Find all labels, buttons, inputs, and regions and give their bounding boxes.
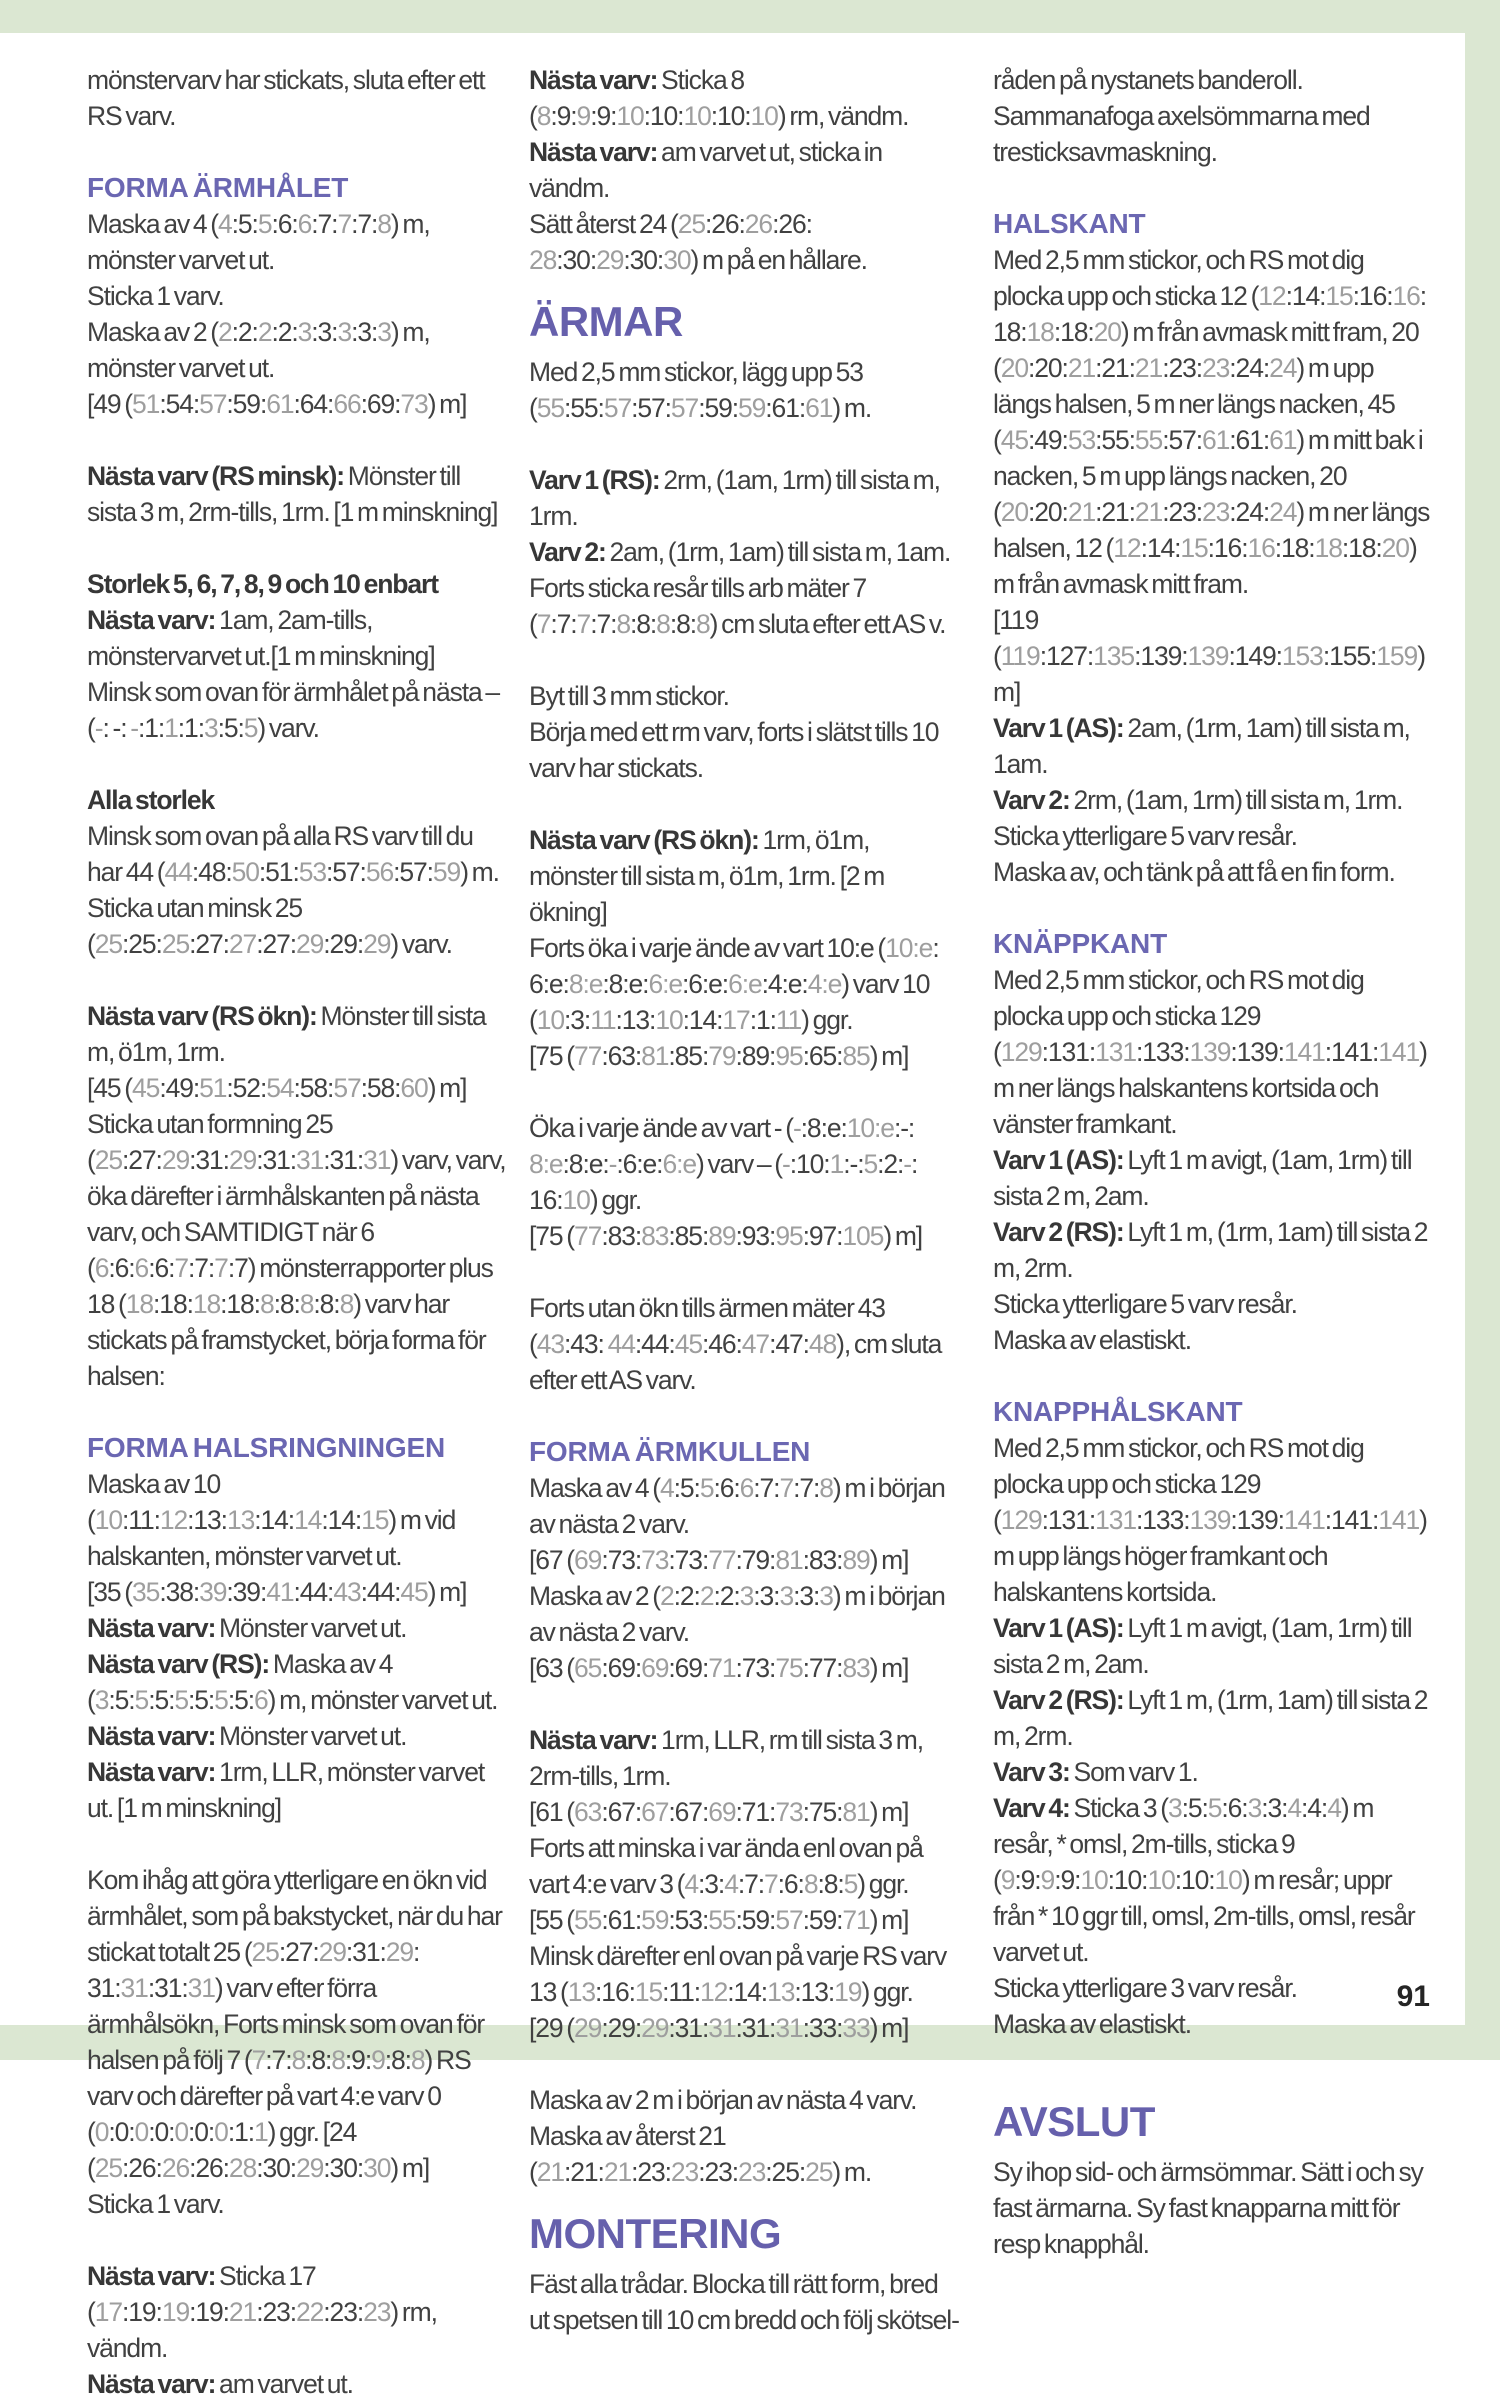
paragraph-spacer	[87, 530, 507, 566]
paragraph-spacer	[529, 642, 959, 678]
page-number: 91	[1396, 1980, 1430, 2013]
page-border-top	[0, 0, 1500, 33]
pattern-paragraph: Maska av 4 (4:5:5:6:6:7:7:7:8) m, mönster varvet ut.	[87, 209, 430, 275]
instruction-label: Storlek 5, 6, 7, 8, 9 och 10 enbart	[87, 569, 438, 599]
paragraph-spacer	[87, 1394, 507, 1430]
section-heading: KNAPPHÅLSKANT	[993, 1396, 1243, 1427]
pattern-paragraph: Forts att minska i var ända enl ovan på vart 4:e varv 3 (4:3:4:7:7:6:8:8:5) ggr.	[529, 1833, 923, 1899]
pattern-paragraph	[87, 566, 507, 602]
instruction-label: Nästa varv (RS):	[87, 1649, 270, 1679]
pattern-paragraph: Med 2,5 mm stickor, och RS mot dig plocka upp och sticka 129 (129:131:131:133:139:139:141:141:141) m upp längs höger framkant och halskantens kortsida.	[993, 1433, 1427, 1607]
instruction-label: Nästa varv:	[87, 2369, 216, 2399]
pattern-paragraph: Nästa varv: Sticka 8 (8:9:9:9:10:10:10:10:10) rm, vändm.	[529, 65, 909, 131]
pattern-paragraph: Varv 4: Sticka 3 (3:5:5:6:3:3:4:4:4) m resår, * omsl, 2m-tills, sticka 9 (9:9:9:9:10:10:10:10:10) m resår; uppr från * 10 ggr till, omsl, 2m-tills, omsl, resår varvet ut.	[993, 1793, 1415, 1967]
pattern-paragraph: Nästa varv: 1rm, LLR, mönster varvet ut. [1 m minskning]	[87, 1757, 485, 1823]
pattern-paragraph: Börja med ett rm varv, forts i slätst tills 10 varv har stickats.	[529, 717, 939, 783]
pattern-paragraph: Varv 1 (AS): Lyft 1 m avigt, (1am, 1rm) till sista 2 m, 2am.	[993, 1613, 1412, 1679]
instruction-label: Nästa varv:	[87, 605, 216, 635]
pattern-paragraph: Nästa varv: Mönster varvet ut.	[87, 1721, 407, 1751]
pattern-paragraph: [63 (65:69:69:69:71:73:75:77:83) m]	[529, 1653, 909, 1683]
paragraph-spacer	[529, 1398, 959, 1434]
paragraph-spacer	[993, 890, 1433, 926]
instruction-label: Varv 1 (AS):	[993, 1613, 1124, 1643]
pattern-paragraph: Sticka utan formning 25 (25:27:29:31:29:31:31:31:31) varv, varv, öka därefter i ärmhålskanten på nästa varv, och SAMTIDIGT när 6 (6:6:6:6:7:7:7:7) mönsterrapporter plus 18 (18:18:18:18:8:8:8:8:8) varv har stickats på framstycket, börja forma för halsen:	[87, 1109, 506, 1391]
pattern-paragraph: råden på nystanets banderoll.	[993, 65, 1303, 95]
instruction-label: Nästa varv (RS minsk):	[87, 461, 344, 491]
instruction-label: Varv 1 (RS):	[529, 465, 660, 495]
instruction-label: Nästa varv:	[529, 65, 658, 95]
instruction-label: Nästa varv:	[87, 1757, 216, 1787]
pattern-paragraph: Varv 3: Som varv 1.	[993, 1757, 1198, 1787]
pattern-paragraph: Med 2,5 mm stickor, och RS mot dig plocka upp och sticka 12 (12:14:15:16:16: 18:18:18:20) m från avmask mitt fram, 20 (20:20:21:21:21:23:23:24:24) m upp längs halsen, 5 m ner längs nacken, 45 (45:49:53:55:55:57:61:61:61) m mitt bak i nacken, 5 m upp längs nacken, 20 (20:20:21:21:21:23:23:24:24) m ner längs halsen, 12 (12:14:15:16:16:18:18:18:20) m från avmask mitt fram.	[993, 245, 1430, 599]
pattern-paragraph: Maska av 4 (4:5:5:6:6:7:7:7:8) m i början av nästa 2 varv.	[529, 1473, 945, 1539]
pattern-paragraph: Varv 1 (AS): Lyft 1 m avigt, (1am, 1rm) till sista 2 m, 2am.	[993, 1145, 1412, 1211]
pattern-paragraph: [75 (77:63:81:85:79:89:95:65:85) m]	[529, 1041, 909, 1071]
pattern-paragraph: [29 (29:29:29:31:31:31:31:33:33) m]	[529, 2013, 909, 2043]
paragraph-spacer	[529, 1074, 959, 1110]
pattern-paragraph: Varv 2: 2rm, (1am, 1rm) till sista m, 1rm.	[993, 785, 1403, 815]
pattern-paragraph: Nästa varv (RS ökn): 1rm, ö1m, mönster till sista m, ö1m, 1rm. [2 m ökning]	[529, 825, 885, 927]
paragraph-spacer	[87, 134, 507, 170]
pattern-paragraph: Varv 1 (RS): 2rm, (1am, 1rm) till sista m, 1rm.	[529, 465, 940, 531]
pattern-paragraph: Maska av 2 m i början av nästa 4 varv.	[529, 2085, 917, 2115]
page-border-right	[1465, 0, 1500, 2060]
paragraph-spacer	[87, 746, 507, 782]
section-heading: FORMA ÄRMKULLEN	[529, 1436, 811, 1467]
pattern-paragraph: Med 2,5 mm stickor, och RS mot dig plocka upp och sticka 129 (129:131:131:133:139:139:141:141:141) m ner längs halskantens kortsida och vänster framkant.	[993, 965, 1427, 1139]
pattern-paragraph: Maska av 2 (2:2:2:2:3:3:3:3:3) m i början av nästa 2 varv.	[529, 1581, 945, 1647]
pattern-paragraph: Sy ihop sid- och ärmsömmar. Sätt i och sy fast ärmarna. Sy fast knapparna mitt för resp knapphål.	[993, 2157, 1423, 2259]
pattern-paragraph: Nästa varv: Mönster varvet ut.	[87, 1613, 407, 1643]
column-right	[993, 62, 1433, 2262]
pattern-paragraph: Nästa varv: am varvet ut.	[87, 2369, 353, 2399]
pattern-paragraph: Byt till 3 mm stickor.	[529, 681, 729, 711]
instruction-label: Nästa varv:	[529, 1725, 658, 1755]
instruction-label: Nästa varv:	[529, 137, 658, 167]
pattern-paragraph: Maska av elastiskt.	[993, 1325, 1191, 1355]
paragraph-spacer	[993, 170, 1433, 206]
pattern-paragraph: Sticka ytterligare 5 varv resår.	[993, 1289, 1297, 1319]
paragraph-spacer	[993, 2042, 1433, 2078]
pattern-paragraph: Minsk som ovan för ärmhålet på nästa – (-: -: -:1:1:1:3:5:5) varv.	[87, 677, 500, 743]
section-heading-large: AVSLUT	[993, 2098, 1155, 2145]
pattern-paragraph: Varv 2 (RS): Lyft 1 m, (1rm, 1am) till sista 2 m, 2rm.	[993, 1685, 1428, 1751]
pattern-paragraph: [119 (119:127:135:139:139:149:153:155:159) m]	[993, 605, 1425, 707]
pattern-paragraph: Varv 2: 2am, (1rm, 1am) till sista m, 1am.	[529, 537, 951, 567]
pattern-paragraph: Varv 2 (RS): Lyft 1 m, (1rm, 1am) till sista 2 m, 2rm.	[993, 1217, 1428, 1283]
paragraph-spacer	[87, 1826, 507, 1862]
pattern-paragraph: Öka i varje ände av vart - (-:8:e:10:e:-: 8:e:8:e:-:6:e:6:e) varv – (-:10:1:-:5:2:-: 16:10) ggr.	[529, 1113, 918, 1215]
pattern-paragraph: [49 (51:54:57:59:61:64:66:69:73) m]	[87, 389, 467, 419]
pattern-paragraph: Maska av återst 21 (21:21:21:23:23:23:23:25:25) m.	[529, 2121, 872, 2187]
instruction-label: Varv 3:	[993, 1757, 1070, 1787]
instruction-label: Alla storlek	[87, 785, 215, 815]
instruction-label: Nästa varv (RS ökn):	[87, 1001, 317, 1031]
pattern-paragraph: Nästa varv: am varvet ut, sticka in vändm.	[529, 137, 883, 203]
pattern-paragraph: Sätt återst 24 (25:26:26:26: 28:30:29:30:30) m på en hållare.	[529, 209, 867, 275]
pattern-paragraph: Minsk som ovan på alla RS varv till du har 44 (44:48:50:51:53:57:56:57:59) m.	[87, 821, 499, 887]
pattern-paragraph: Nästa varv (RS): Maska av 4 (3:5:5:5:5:5:5:5:6) m, mönster varvet ut.	[87, 1649, 498, 1715]
pattern-paragraph: Med 2,5 mm stickor, lägg upp 53 (55:55:57:57:57:59:59:61:61) m.	[529, 357, 872, 423]
instruction-label: Nästa varv (RS ökn):	[529, 825, 759, 855]
pattern-paragraph: Nästa varv: 1rm, LLR, rm till sista 3 m, 2rm-tills, 1rm.	[529, 1725, 923, 1791]
pattern-paragraph: Varv 1 (AS): 2am, (1rm, 1am) till sista m, 1am.	[993, 713, 1410, 779]
pattern-paragraph: Sticka 1 varv.	[87, 2189, 224, 2219]
pattern-paragraph: Forts sticka resår tills arb mäter 7 (7:7:7:7:8:8:8:8:8) cm sluta efter ett AS v.	[529, 573, 946, 639]
pattern-paragraph: Sammanafoga axelsömmarna med tresticksavmaskning.	[993, 101, 1370, 167]
pattern-paragraph: Maska av, och tänk på att få en fin form.	[993, 857, 1395, 887]
instruction-label: Nästa varv:	[87, 1613, 216, 1643]
pattern-paragraph: Nästa varv (RS ökn): Mönster till sista m, ö1m, 1rm.	[87, 1001, 486, 1067]
paragraph-spacer	[529, 426, 959, 462]
pattern-paragraph: mönstervarv har stickats, sluta efter ett RS varv.	[87, 65, 485, 131]
section-heading: FORMA HALSRINGNINGEN	[87, 1432, 446, 1463]
pattern-paragraph: [67 (69:73:73:73:77:79:81:83:89) m]	[529, 1545, 909, 1575]
instruction-label: Nästa varv:	[87, 1721, 216, 1751]
pattern-paragraph: Fäst alla trådar. Blocka till rätt form, bred ut spetsen till 10 cm bredd och följ skötsel-	[529, 2269, 959, 2335]
pattern-content	[87, 62, 1433, 2402]
pattern-paragraph: Maska av 10 (10:11:12:13:13:14:14:14:15) m vid halskanten, mönster varvet ut.	[87, 1469, 456, 1571]
column-left	[87, 62, 507, 2402]
pattern-paragraph: [45 (45:49:51:52:54:58:57:58:60) m]	[87, 1073, 467, 1103]
section-heading: KNÄPPKANT	[993, 928, 1167, 959]
section-heading-large: ÄRMAR	[529, 298, 683, 345]
pattern-paragraph: Sticka ytterligare 3 varv resår.	[993, 1973, 1297, 2003]
pattern-paragraph: Sticka ytterligare 5 varv resår.	[993, 821, 1297, 851]
pattern-paragraph: Maska av elastiskt.	[993, 2009, 1191, 2039]
pattern-paragraph: [75 (77:83:83:85:89:93:95:97:105) m]	[529, 1221, 923, 1251]
instruction-label: Nästa varv:	[87, 2261, 216, 2291]
paragraph-spacer	[529, 1686, 959, 1722]
column-middle	[529, 62, 959, 2338]
instruction-label: Varv 2:	[993, 785, 1070, 815]
paragraph-spacer	[529, 1254, 959, 1290]
paragraph-spacer	[87, 962, 507, 998]
pattern-paragraph: Maska av 2 (2:2:2:2:3:3:3:3:3) m, mönster varvet ut.	[87, 317, 430, 383]
pattern-paragraph: Nästa varv: 1am, 2am-tills, mönstervarvet ut.[1 m minskning]	[87, 605, 435, 671]
section-heading: FORMA ÄRMHÅLET	[87, 172, 349, 203]
pattern-paragraph: Forts utan ökn tills ärmen mäter 43 (43:43: 44:44:45:46:47:47:48), cm sluta efter ett AS varv.	[529, 1293, 942, 1395]
paragraph-spacer	[87, 2222, 507, 2258]
pattern-paragraph: Sticka 1 varv.	[87, 281, 224, 311]
paragraph-spacer	[993, 1358, 1433, 1394]
pattern-paragraph: Kom ihåg att göra ytterligare en ökn vid ärmhålet, som på bakstycket, när du har stickat totalt 25 (25:27:29:31:29: 31:31:31:31) varv efter förra ärmhålsökn, Forts minsk som ovan för halsen på följ 7 (7:7:8:8:8:9:9:8:8) RS varv och därefter på vart 4:e varv 0 (0:0:0:0:0:0:0:1:1) ggr. [24 (25:26:26:26:28:30:29:30:30) m]	[87, 1865, 502, 2183]
section-heading: HALSKANT	[993, 208, 1146, 239]
pattern-paragraph: Nästa varv: Sticka 17 (17:19:19:19:21:23:22:23:23) rm, vändm.	[87, 2261, 437, 2363]
pattern-paragraph: Forts öka i varje ände av vart 10:e (10:e: 6:e:8:e:8:e:6:e:6:e:6:e:4:e:4:e) varv 10 (10:3:11:13:10:14:17:1:11) ggr.	[529, 933, 939, 1035]
pattern-paragraph: Minsk därefter enl ovan på varje RS varv 13 (13:16:15:11:12:14:13:13:19) ggr.	[529, 1941, 947, 2007]
instruction-label: Varv 2:	[529, 537, 606, 567]
instruction-label: Varv 1 (AS):	[993, 1145, 1124, 1175]
pattern-paragraph: Sticka utan minsk 25 (25:25:25:27:27:27:29:29:29) varv.	[87, 893, 452, 959]
pattern-paragraph: [61 (63:67:67:67:69:71:73:75:81) m]	[529, 1797, 909, 1827]
section-heading-large: MONTERING	[529, 2210, 782, 2257]
instruction-label: Varv 4:	[993, 1793, 1070, 1823]
pattern-paragraph: [55 (55:61:59:53:55:59:57:59:71) m]	[529, 1905, 909, 1935]
instruction-label: Varv 2 (RS):	[993, 1217, 1124, 1247]
pattern-paragraph	[87, 782, 507, 818]
paragraph-spacer	[529, 786, 959, 822]
instruction-label: Varv 1 (AS):	[993, 713, 1124, 743]
paragraph-spacer	[87, 422, 507, 458]
pattern-paragraph: [35 (35:38:39:39:41:44:43:44:45) m]	[87, 1577, 467, 1607]
pattern-paragraph: Nästa varv (RS minsk): Mönster till sista 3 m, 2rm-tills, 1rm. [1 m minskning]	[87, 461, 498, 527]
instruction-label: Varv 2 (RS):	[993, 1685, 1124, 1715]
paragraph-spacer	[529, 2046, 959, 2082]
